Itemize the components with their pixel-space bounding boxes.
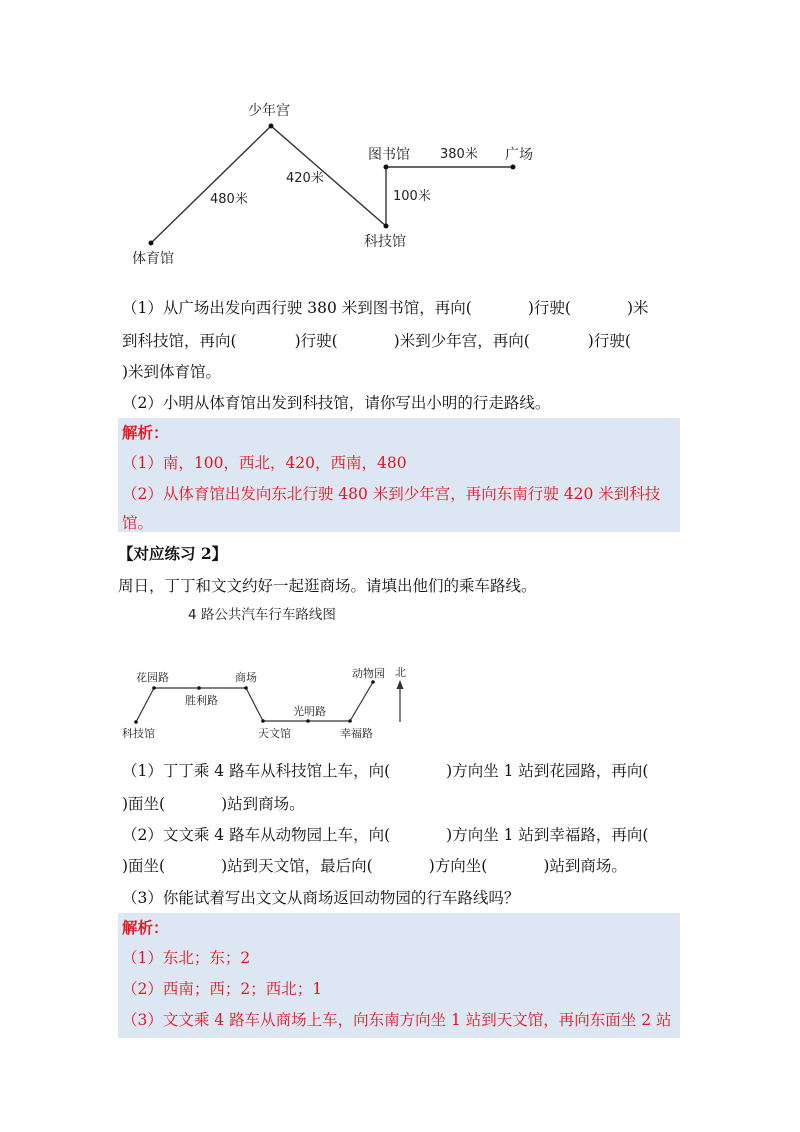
north-label: 北 [395,666,406,679]
q2-line-1 [122,761,648,781]
distance-science-library: 100米 [393,189,431,204]
bus-route-map [118,600,418,745]
text: （1）丁丁乘 4 路车从科技馆上车，向( [122,762,391,780]
answer-title: 解析： [122,918,169,937]
answer-line: （3）文文乘 4 路车从商场上车，向东南方向坐 1 站到天文馆，再向东面坐 2 站 [122,1011,672,1029]
answer-box-1 [118,418,680,532]
answer-line: （1）东北；东；2 [122,949,251,967]
text: （1）从广场出发向西行驶 380 米到图书馆，再向( [122,299,472,317]
stop-garden-road: 花园路 [136,671,169,684]
q1-line-1 [122,298,649,318]
answer-line: 馆。 [122,514,154,532]
answer-line: （1）南，100，西北，420，西南，480 [122,454,407,472]
q2-line-2 [122,794,305,814]
stop-observatory: 天文馆 [258,727,291,740]
distance-youth-science: 420米 [286,171,324,186]
text: )米到少年宫，再向( [393,332,530,350]
stop-zoo: 动物园 [352,667,385,680]
stop-mall: 商场 [235,671,257,684]
q1-line-2 [122,331,631,351]
text: )方向坐( [428,857,488,875]
text: )站到商场。 [221,795,305,813]
practice-heading: 【对应练习 2】 [118,544,228,563]
text: )行驶( [294,332,338,350]
text: )面坐( [122,857,166,875]
q2-line-4 [122,856,627,876]
answer-line: （2）西南；西；2；西北；1 [122,980,323,998]
place-gym: 体育馆 [132,251,174,267]
text: )站到天文馆，最后向( [221,857,373,875]
answer-line: （2）从体育馆出发向东北行驶 480 米到少年宫，再向东南行驶 420 米到科技 [122,485,661,503]
bus-map-title: 4 路公共汽车行车路线图 [188,607,336,623]
answer-box-2 [118,913,680,1038]
practice-intro: 周日，丁丁和文文约好一起逛商场。请填出他们的乘车路线。 [118,577,537,595]
text: )方向坐 1 站到花园路，再向( [446,762,649,780]
text: )米 [626,299,649,317]
distance-gym-youth: 480米 [210,192,248,207]
q1-line-4: （2）小明从体育馆出发到科技馆，请你写出小明的行走路线。 [122,394,551,412]
stop-xingfu-road: 幸福路 [340,727,373,740]
text: （2）文文乘 4 路车从动物园上车，向( [122,826,391,844]
text: 到科技馆，再向( [122,332,237,350]
place-science-museum: 科技馆 [364,234,406,250]
q2-line-3 [122,825,648,845]
text: )行驶( [527,299,571,317]
text: )面坐( [122,795,166,813]
distance-library-square: 380米 [440,147,478,162]
stop-science-museum: 科技馆 [122,727,155,740]
stop-victory-road: 胜利路 [185,694,218,707]
place-library: 图书馆 [368,147,410,163]
answer-title: 解析： [122,423,169,442]
place-youth-palace: 少年宫 [248,103,290,119]
place-square: 广场 [505,147,533,163]
stop-guangming-road: 光明路 [293,705,326,718]
text: )站到商场。 [543,857,627,875]
text: )方向坐 1 站到幸福路，再向( [446,826,649,844]
q1-line-3: )米到体育馆。 [122,363,222,381]
route-map-1 [120,95,560,275]
text: )行驶( [587,332,631,350]
q2-line-5: （3）你能试着写出文文从商场返回动物园的行车路线吗？ [122,889,520,907]
